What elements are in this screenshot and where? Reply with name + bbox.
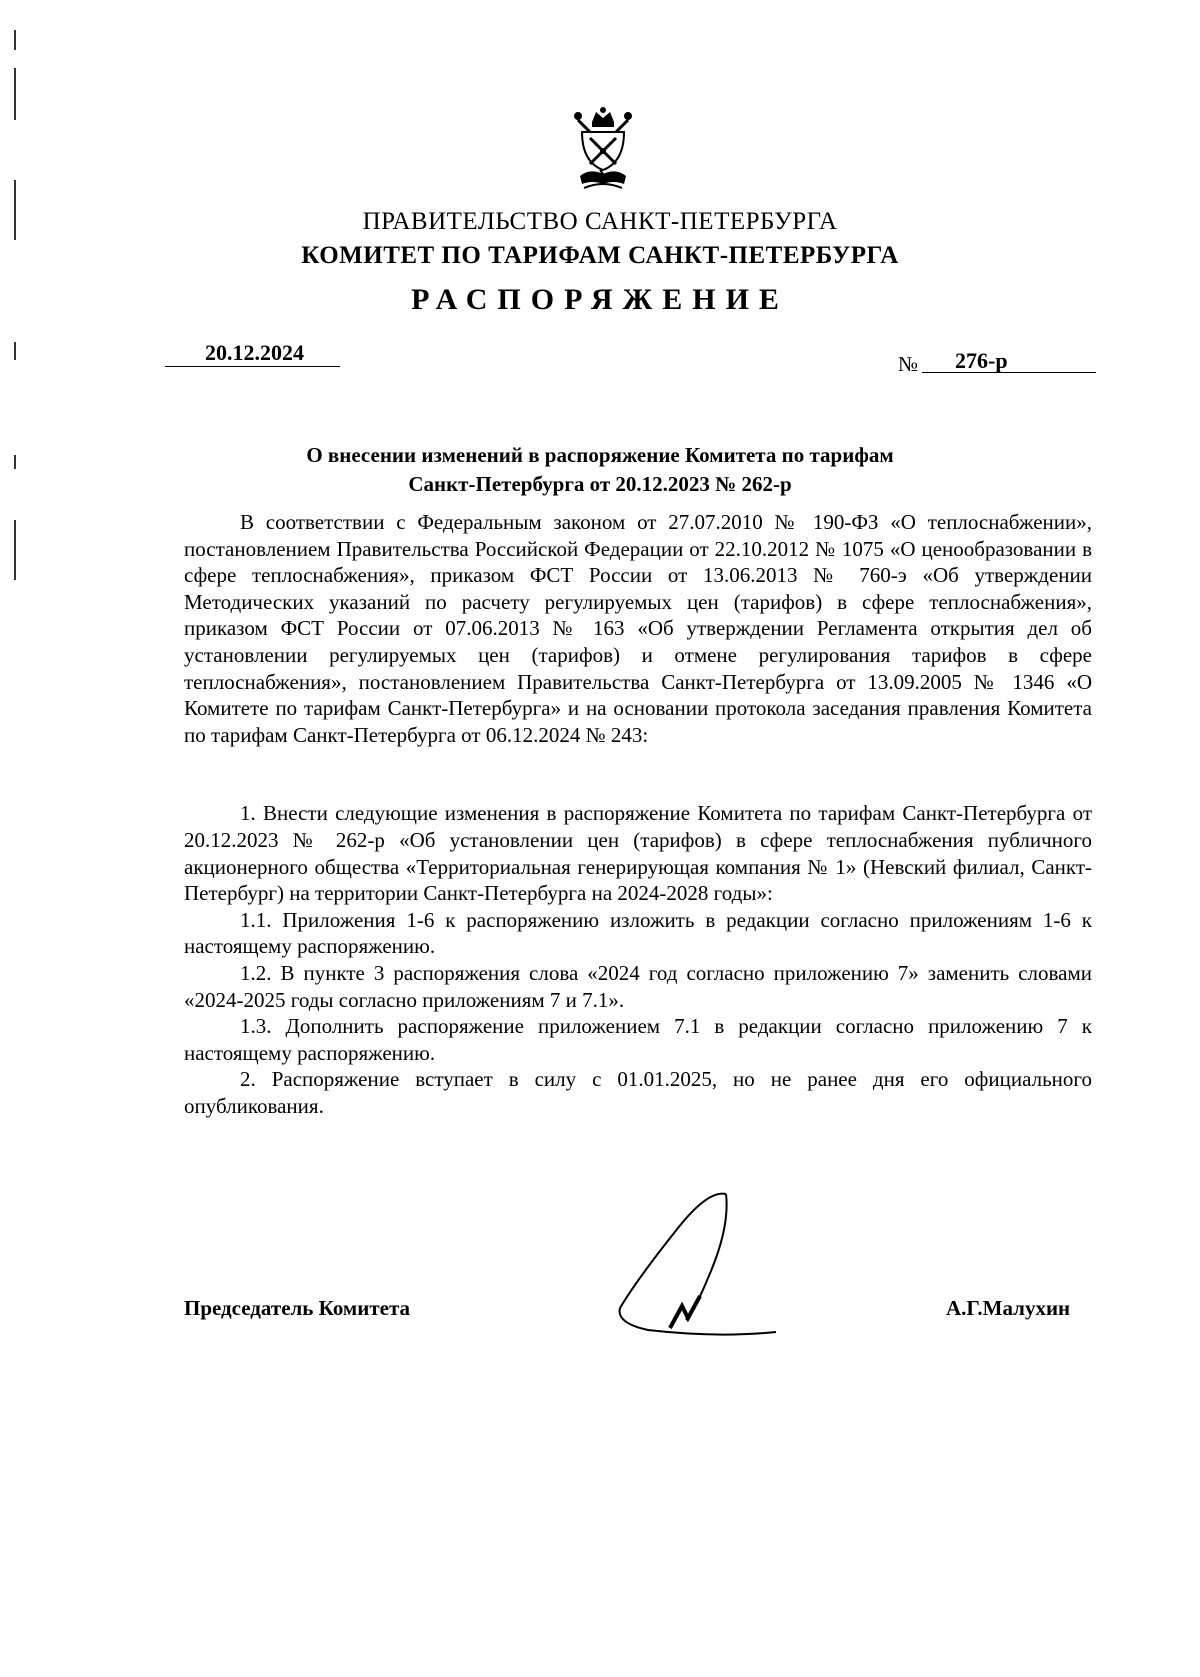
item-2-paragraph: 2. Распоряжение вступает в силу с 01.01.2025, но не ранее дня его официального опубликования. bbox=[184, 1067, 1092, 1118]
document-date: 20.12.2024 bbox=[205, 340, 304, 365]
scan-artifact bbox=[14, 30, 16, 50]
number-sign: № bbox=[898, 352, 919, 376]
number-underline bbox=[922, 372, 1096, 373]
document-type: РАСПОРЯЖЕНИЕ bbox=[411, 283, 789, 316]
item-1-paragraph: 1. Внести следующие изменения в распоряжение Комитета по тарифам Санкт-Петербурга от 20.12.2023 № 262-р «Об установлении цен (тарифов) в сфере теплоснабжения публичного акционерного общества «Территориальная генерирующая компания № 1» (Невский филиал, Санкт-Петербург) на территории Санкт-Петербурга на 2024-2028 годы»: bbox=[184, 801, 1092, 906]
subject-line: Санкт-Петербурга от 20.12.2023 № 262-р bbox=[408, 472, 792, 496]
document-body bbox=[184, 509, 1092, 1119]
committee-heading: КОМИТЕТ ПО ТАРИФАМ САНКТ-ПЕТЕРБУРГА bbox=[301, 242, 899, 269]
preamble-paragraph: В соответствии с Федеральным законом от 27.07.2010 № 190-ФЗ «О теплоснабжении», постановлением Правительства Российской Федерации от 22.10.2012 № 1075 «О ценообразовании в сфере теплоснабжения», приказом ФСТ России от 13.06.2013 № 760-э «Об утверждении Методических указаний по расчету регулируемых цен (тарифов) в сфере теплоснабжения», приказом ФСТ России от 07.06.2013 № 163 «Об утверждении Регламента открытия дел об установлении регулируемых цен (тарифов) и отмене регулирования тарифов в сфере теплоснабжения», постановлением Правительства Санкт-Петербурга от 13.09.2005 № 1346 «О Комитете по тарифам Санкт-Петербурга» и на основании протокола заседания правления Комитета по тарифам Санкт-Петербурга от 06.12.2024 № 243: bbox=[184, 510, 1092, 747]
item-1-1-paragraph: 1.1. Приложения 1-6 к распоряжению изложить в редакции согласно приложениям 1-6 к настоящему распоряжению. bbox=[184, 907, 1092, 959]
government-heading: ПРАВИТЕЛЬСТВО САНКТ-ПЕТЕРБУРГА bbox=[362, 208, 838, 235]
scan-artifact bbox=[14, 520, 16, 580]
subject-line: О внесении изменений в распоряжение Комитета по тарифам bbox=[306, 443, 894, 467]
document-number: 276-р bbox=[955, 348, 1008, 373]
handwritten-signature bbox=[608, 1188, 778, 1338]
document-subject bbox=[0, 441, 1200, 499]
scan-artifact bbox=[14, 68, 16, 120]
date-underline bbox=[165, 366, 340, 367]
scan-artifact bbox=[14, 342, 16, 360]
coat-of-arms-emblem bbox=[570, 104, 636, 204]
item-1-3-paragraph: 1.3. Дополнить распоряжение приложением 7.1 в редакции согласно приложению 7 к настоящему распоряжению. bbox=[184, 1014, 1092, 1065]
signatory-name: А.Г.Малухин bbox=[946, 1296, 1071, 1320]
item-1-2-paragraph: 1.2. В пункте 3 распоряжения слова «2024 год согласно приложению 7» заменить словами «2024-2025 годы согласно приложениям 7 и 7.1». bbox=[184, 960, 1092, 1012]
signatory-title: Председатель Комитета bbox=[184, 1296, 411, 1320]
